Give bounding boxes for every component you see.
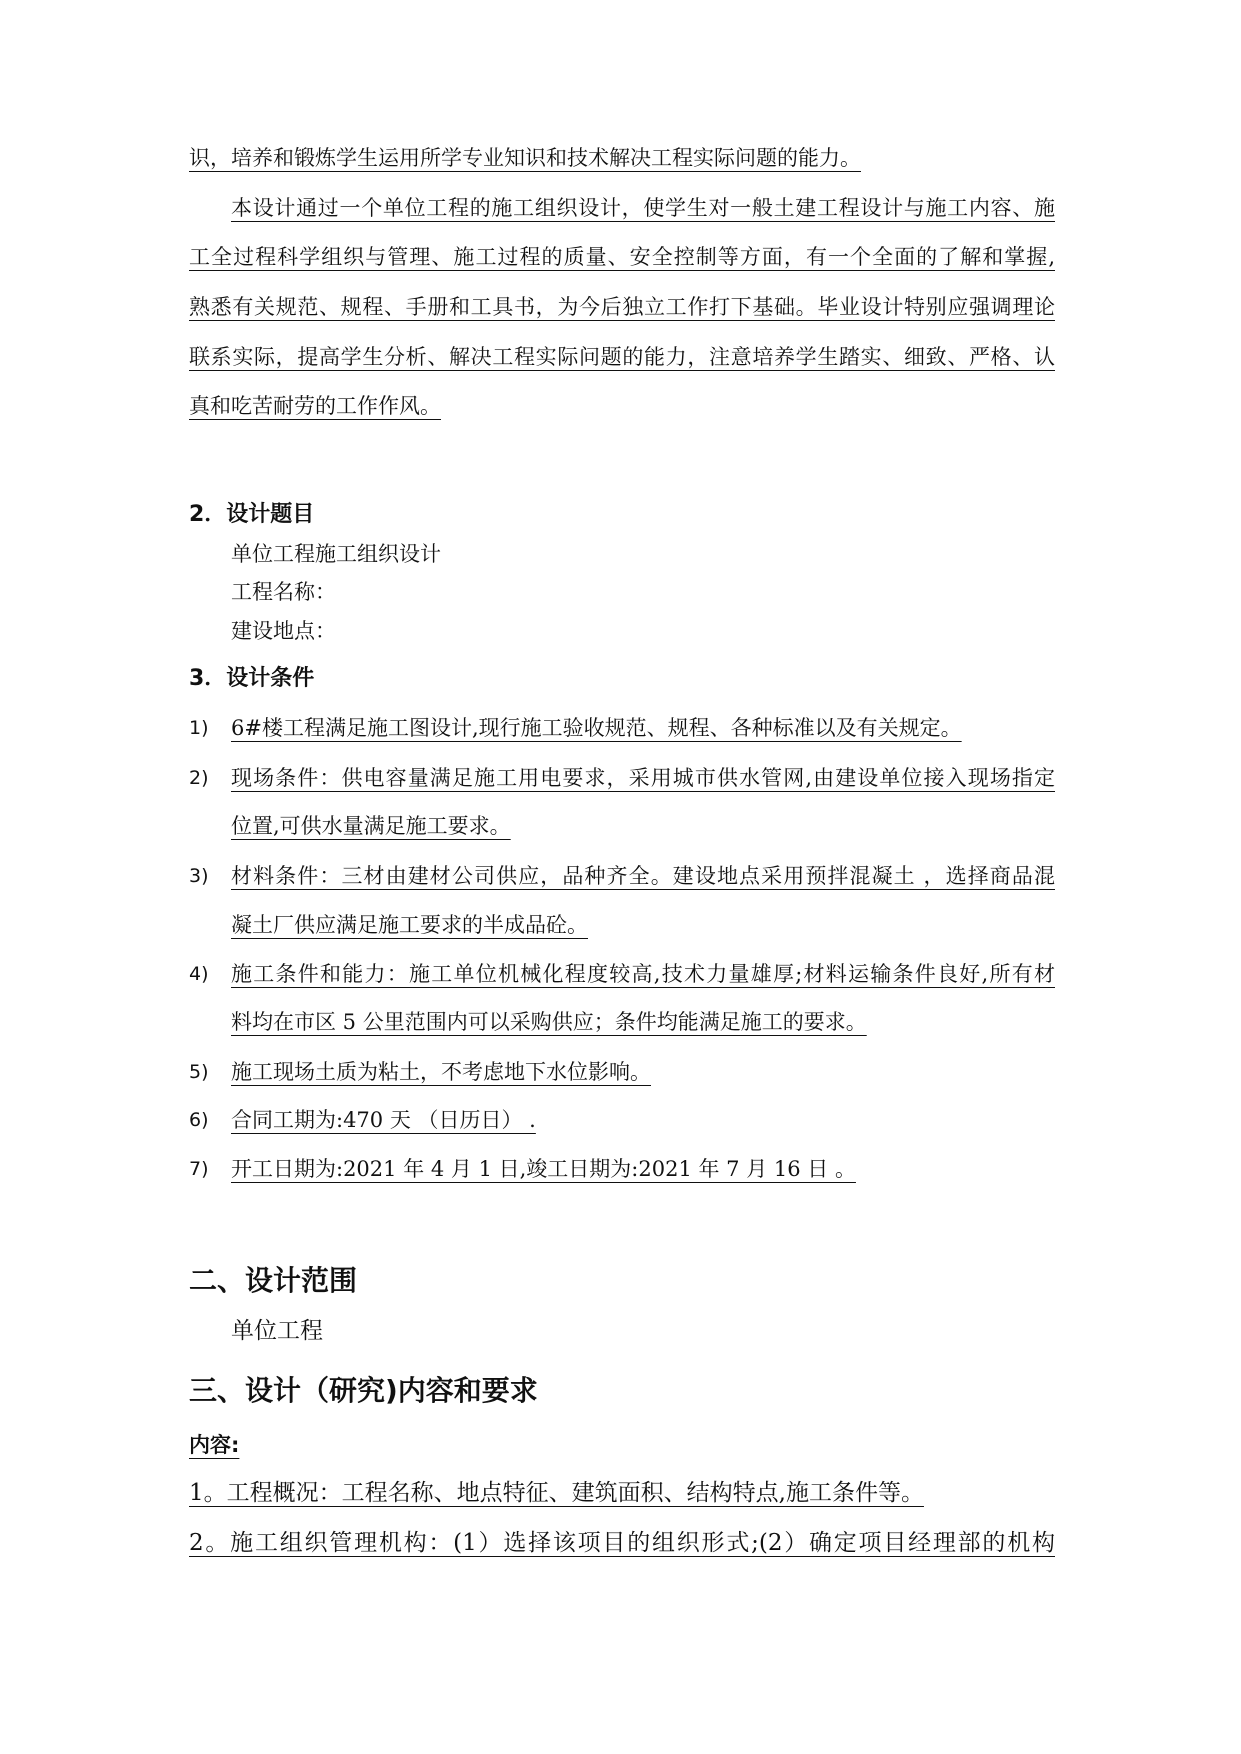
condition-2-text-line-2: 位置,可供水量满足施工要求。 — [231, 814, 511, 838]
condition-4-text-line-1: 施工条件和能力：施工单位机械化程度较高,技术力量雄厚;材料运输条件良好,所有材 — [231, 962, 1055, 986]
content-item-2: 2。施工组织管理机构：(1）选择该项目的组织形式;(2）确定项目经理部的机构 — [189, 1530, 1055, 1556]
intro-line-6: 真和吃苦耐劳的工作作风。 — [189, 394, 441, 418]
intro-line-1: 识，培养和锻炼学生运用所学专业知识和技术解决工程实际问题的能力。 — [189, 146, 861, 170]
condition-1-number: 1) — [189, 717, 209, 739]
intro-line-5: 联系实际，提高学生分析、解决工程实际问题的能力，注意培养学生踏实、细致、严格、认 — [189, 345, 1055, 369]
condition-5-text: 施工现场土质为粘土，不考虑地下水位影响。 — [231, 1060, 651, 1084]
intro-line-4: 熟悉有关规范、规程、手册和工具书，为今后独立工作打下基础。毕业设计特别应强调理论 — [189, 295, 1055, 319]
design-scope-body: 单位工程 — [231, 1318, 323, 1344]
condition-4-text-line-2: 料均在市区 5 公里范围内可以采购供应；条件均能满足施工的要求。 — [231, 1010, 867, 1034]
content-label: 内容: — [189, 1433, 240, 1457]
condition-7-text: 开工日期为:2021 年 4 月 1 日,竣工日期为:2021 年 7 月 16 日 。 — [231, 1157, 856, 1181]
section-2-heading: 2．设计题目 — [189, 502, 315, 527]
part-3-heading: 三、设计（研究)内容和要求 — [189, 1374, 538, 1407]
condition-6-text: 合同工期为:470 天 （日历日） . — [231, 1108, 536, 1132]
condition-2-number: 2) — [189, 767, 209, 789]
condition-3-text-line-1: 材料条件：三材由建材公司供应，品种齐全。建设地点采用预拌混凝土 ，选择商品混 — [231, 864, 1055, 888]
condition-7-number: 7) — [189, 1158, 209, 1180]
site-location-label: 建设地点： — [231, 619, 336, 643]
section-3-heading: 3．设计条件 — [189, 666, 315, 691]
design-topic: 单位工程施工组织设计 — [231, 542, 441, 566]
condition-1-text: 6#楼工程满足施工图设计,现行施工验收规范、规程、各种标准以及有关规定。 — [231, 716, 962, 740]
intro-line-3: 工全过程科学组织与管理、施工过程的质量、安全控制等方面，有一个全面的了解和掌握, — [189, 245, 1055, 269]
condition-4-number: 4) — [189, 963, 209, 985]
condition-5-number: 5) — [189, 1061, 209, 1083]
condition-2-text-line-1: 现场条件：供电容量满足施工用电要求，采用城市供水管网,由建设单位接入现场指定 — [231, 766, 1055, 790]
condition-6-number: 6) — [189, 1109, 209, 1131]
part-2-heading: 二、设计范围 — [189, 1264, 358, 1297]
project-name-label: 工程名称： — [231, 580, 336, 604]
condition-3-number: 3) — [189, 865, 209, 887]
intro-line-2: 本设计通过一个单位工程的施工组织设计，使学生对一般土建工程设计与施工内容、施 — [231, 196, 1055, 220]
content-item-1: 1。工程概况：工程名称、地点特征、建筑面积、结构特点,施工条件等。 — [189, 1480, 924, 1506]
condition-3-text-line-2: 凝土厂供应满足施工要求的半成品砼。 — [231, 913, 588, 937]
